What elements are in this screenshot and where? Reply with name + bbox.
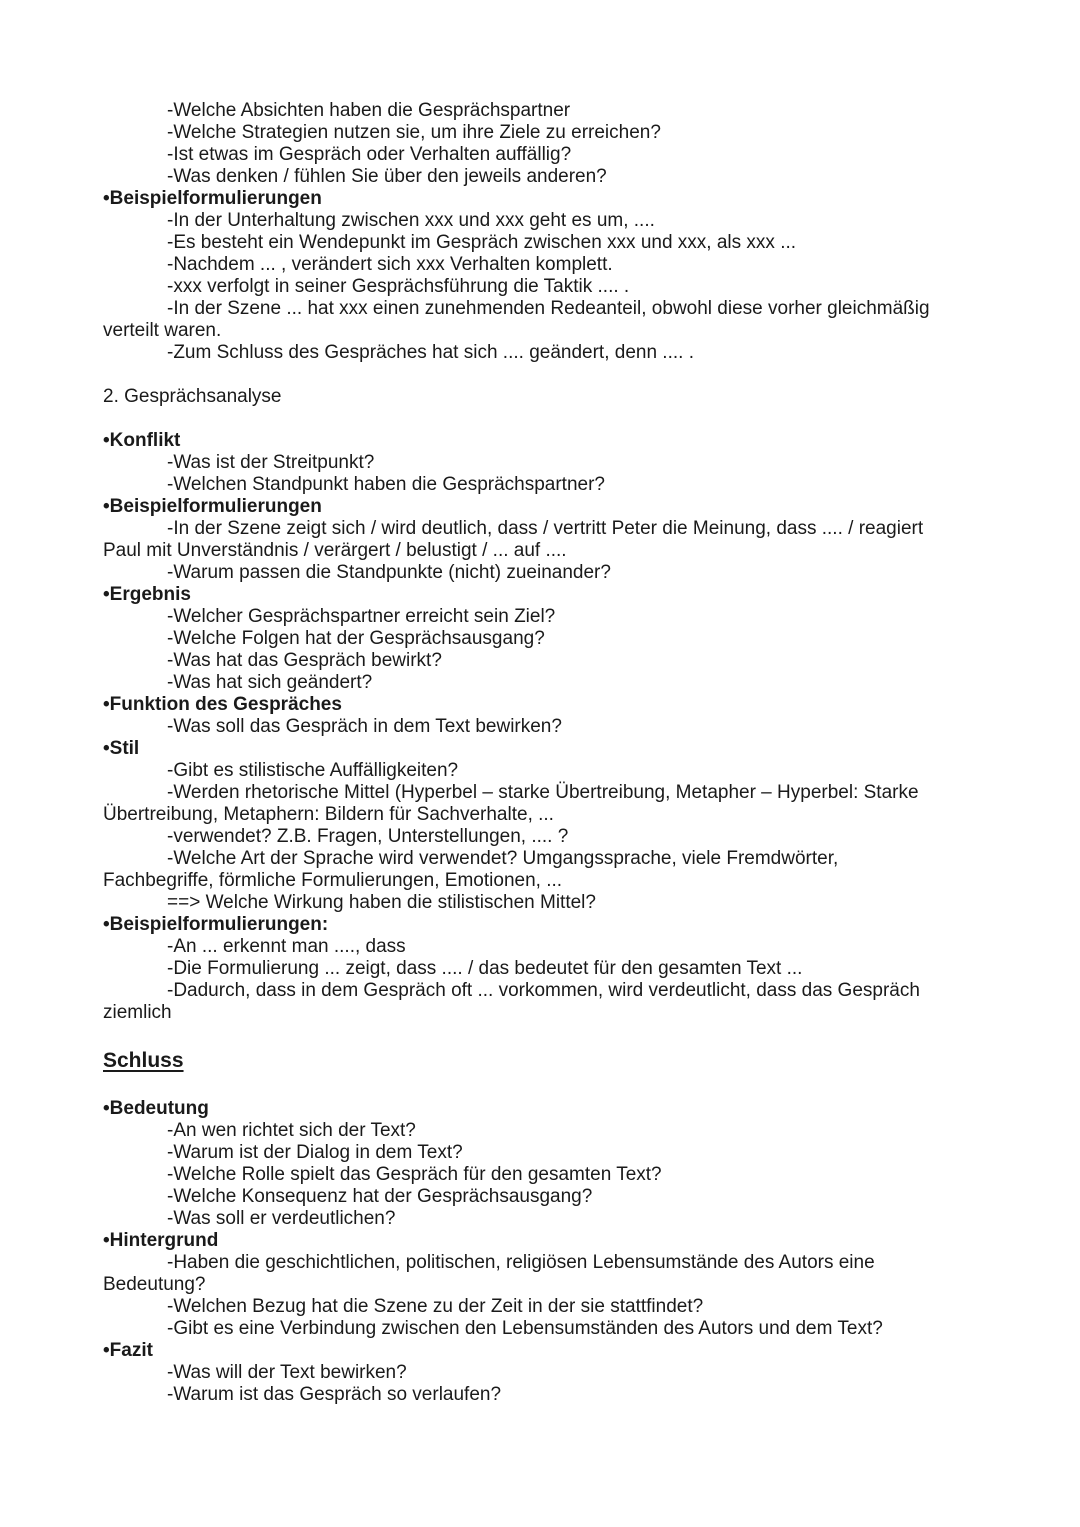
continuation-line: ziemlich: [103, 1002, 172, 1023]
question-line: -Welche Rolle spielt das Gespräch für den gesamten Text?: [167, 1164, 662, 1185]
question-line: -Gibt es stilistische Auffälligkeiten?: [167, 760, 459, 781]
question-line: -Es besteht ein Wendepunkt im Gespräch zwischen xxx und xxx, als xxx ...: [167, 232, 797, 253]
question-line: -Warum ist der Dialog in dem Text?: [167, 1142, 463, 1163]
section-title: [0, 1046, 1080, 1076]
question-line: -Werden rhetorische Mittel (Hyperbel – starke Übertreibung, Metapher – Hyperbel: Starke: [167, 782, 919, 803]
question-line: ==> Welche Wirkung haben die stilistischen Mittel?: [167, 892, 596, 913]
heading-bullet: •Stil: [103, 738, 140, 759]
question-line: -Welchen Bezug hat die Szene zu der Zeit in der sie stattfindet?: [167, 1296, 704, 1317]
question-line: -Dadurch, dass in dem Gespräch oft ... vorkommen, wird verdeutlicht, dass das Gespräch: [167, 980, 920, 1001]
question-line: -Warum passen die Standpunkte (nicht) zueinander?: [167, 562, 611, 583]
question-line: -Was will der Text bewirken?: [167, 1362, 407, 1383]
heading-bullet: •Bedeutung: [103, 1098, 209, 1119]
question-line: -Haben die geschichtlichen, politischen, religiösen Lebensumstände des Autors eine: [167, 1252, 875, 1273]
question-line: -Ist etwas im Gespräch oder Verhalten auffällig?: [167, 144, 572, 165]
continuation-line: verteilt waren.: [103, 320, 222, 341]
section-title-text: Schluss: [103, 1049, 184, 1072]
heading-bullet: •Konflikt: [103, 430, 181, 451]
question-line: -Welche Folgen hat der Gesprächsausgang?: [167, 628, 545, 649]
question-line: -Welche Strategien nutzen sie, um ihre Ziele zu erreichen?: [167, 122, 661, 143]
continuation-line: Bedeutung?: [103, 1274, 206, 1295]
question-line: -Welcher Gesprächspartner erreicht sein Ziel?: [167, 606, 556, 627]
blank-line: [0, 1024, 1080, 1046]
continuation-line: Fachbegriffe, förmliche Formulierungen, Emotionen, ...: [103, 870, 563, 891]
question-line: -Welche Art der Sprache wird verwendet? Umgangssprache, viele Fremdwörter,: [167, 848, 839, 869]
continuation-line: Übertreibung, Metaphern: Bildern für Sachverhalte, ...: [103, 804, 554, 825]
question-line: -Welchen Standpunkt haben die Gesprächspartner?: [167, 474, 605, 495]
question-line: -Welche Konsequenz hat der Gesprächsausgang?: [167, 1186, 593, 1207]
heading-bullet: •Ergebnis: [103, 584, 191, 605]
question-line: -verwendet? Z.B. Fragen, Unterstellungen, .... ?: [167, 826, 569, 847]
question-line: -An ... erkennt man ...., dass: [167, 936, 406, 957]
question-line: -In der Unterhaltung zwischen xxx und xxx geht es um, ....: [167, 210, 655, 231]
question-line: -Was denken / fühlen Sie über den jeweils anderen?: [167, 166, 607, 187]
question-line: -Nachdem ... , verändert sich xxx Verhalten komplett.: [167, 254, 613, 275]
question-line: -An wen richtet sich der Text?: [167, 1120, 416, 1141]
question-line: -Was ist der Streitpunkt?: [167, 452, 375, 473]
question-line: -Was hat das Gespräch bewirkt?: [167, 650, 442, 671]
heading-bullet: •Beispielformulierungen: [103, 188, 322, 209]
question-line: -Die Formulierung ... zeigt, dass .... / das bedeutet für den gesamten Text ...: [167, 958, 803, 979]
heading-bullet: •Beispielformulierungen:: [103, 914, 329, 935]
question-line: -Welche Absichten haben die Gesprächspartner: [167, 100, 571, 121]
question-line: -In der Szene zeigt sich / wird deutlich, dass / vertritt Peter die Meinung, dass .... / reagiert: [167, 518, 924, 539]
heading-bullet: •Beispielformulierungen: [103, 496, 322, 517]
blank-line: [0, 408, 1080, 430]
heading-bullet: •Funktion des Gespräches: [103, 694, 342, 715]
blank-line: [0, 1076, 1080, 1098]
question-line: -Was hat sich geändert?: [167, 672, 373, 693]
question-line: -Gibt es eine Verbindung zwischen den Lebensumständen des Autors und dem Text?: [167, 1318, 883, 1339]
section-heading: 2. Gesprächsanalyse: [103, 386, 282, 407]
question-line: -Warum ist das Gespräch so verlaufen?: [167, 1384, 502, 1405]
question-line: -Was soll das Gespräch in dem Text bewirken?: [167, 716, 562, 737]
heading-bullet: •Fazit: [103, 1340, 153, 1361]
question-line: -Was soll er verdeutlichen?: [167, 1208, 396, 1229]
question-line: -In der Szene ... hat xxx einen zunehmenden Redeanteil, obwohl diese vorher gleichmäßig: [167, 298, 930, 319]
document-body: [0, 100, 1080, 1406]
continuation-line: Paul mit Unverständnis / verärgert / belustigt / ... auf ....: [103, 540, 567, 561]
question-line: -xxx verfolgt in seiner Gesprächsführung die Taktik .... .: [167, 276, 630, 297]
heading-bullet: •Hintergrund: [103, 1230, 219, 1251]
blank-line: [0, 364, 1080, 386]
question-line: -Zum Schluss des Gespräches hat sich .... geändert, denn .... .: [167, 342, 694, 363]
